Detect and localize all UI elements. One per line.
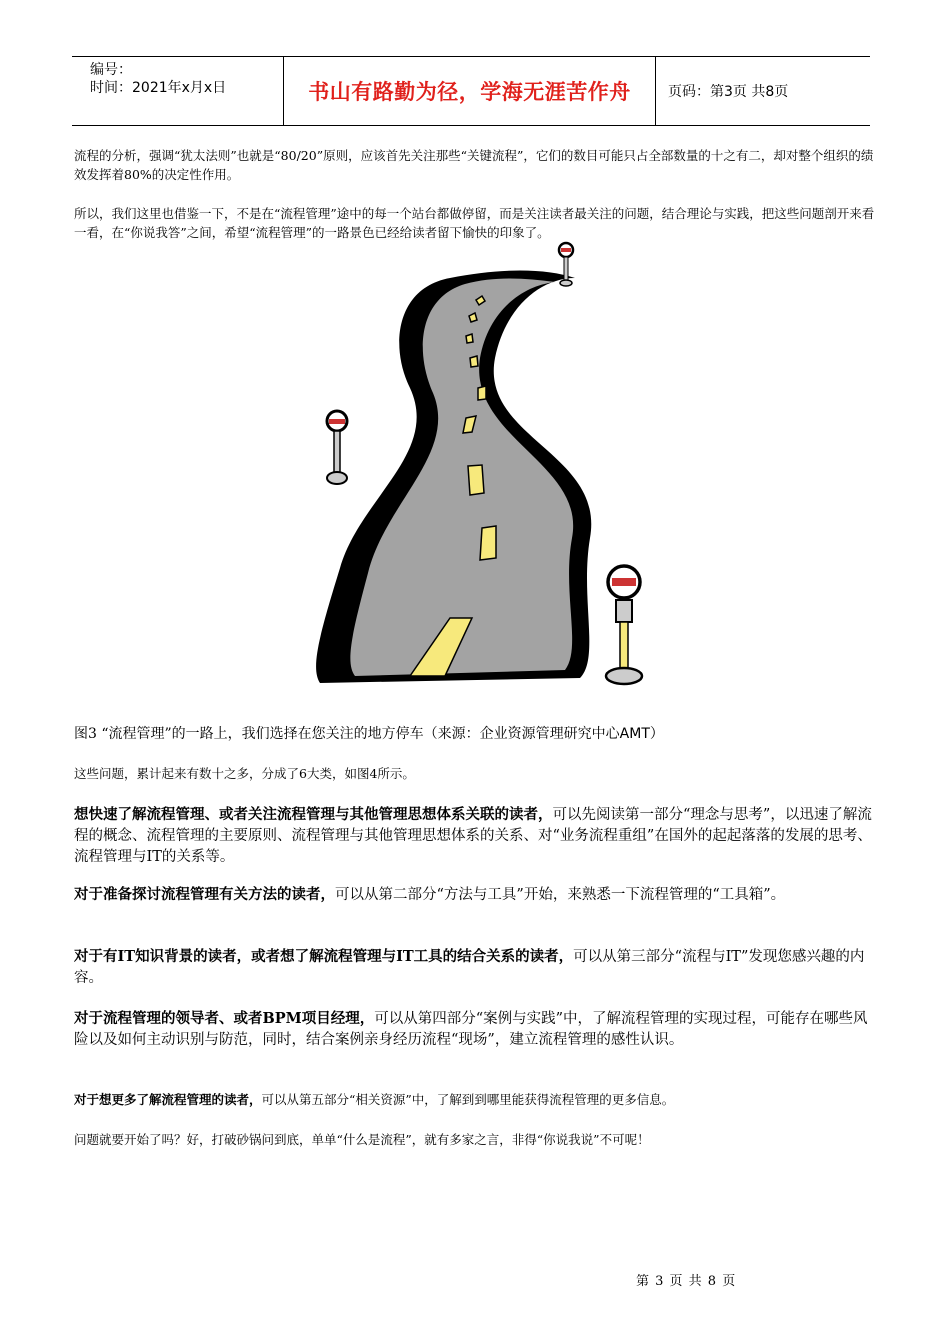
paragraph-6 xyxy=(74,946,880,989)
page-footer: 第 3 页 共 8 页 xyxy=(636,1274,737,1289)
paragraph-5 xyxy=(74,884,880,906)
paragraph-6-lead: 对于有IT知识背景的读者，或者想了解流程管理与IT工具的结合关系的读者， xyxy=(74,948,574,965)
paragraph-4 xyxy=(74,804,880,868)
figure-caption xyxy=(74,724,664,744)
paragraph-8-lead: 对于想更多了解流程管理的读者， xyxy=(74,1092,262,1107)
road-illustration xyxy=(300,238,660,698)
page-label: 页码：第3页 共8页 xyxy=(668,84,789,100)
parking-meter-right xyxy=(606,566,642,684)
paragraph-8-body: 可以从第五部分“相关资源”中，了解到到哪里能获得流程管理的更多信息。 xyxy=(261,1092,675,1107)
paragraph-4-lead: 想快速了解流程管理、或者关注流程管理与其他管理思想体系关联的读者， xyxy=(74,806,553,823)
paragraph-6-body: 可以从第三部分“流程与IT”发现您感兴趣的内容。 xyxy=(74,949,865,986)
number-label: 编号： xyxy=(90,62,132,78)
paragraph-7 xyxy=(74,1008,880,1051)
paragraph-5-lead: 对于准备探讨流程管理有关方法的读者， xyxy=(74,886,335,903)
paragraph-3: 这些问题，累计起来有数十之多，分成了6大类，如图4所示。 xyxy=(74,766,415,781)
caption-source: （来源：企业资源管理研究中心AMT） xyxy=(423,726,664,742)
paragraph-9: 问题就要开始了吗？好，打破砂锅问到底，单单“什么是流程”，就有多家之言，非得“你说我说”不可呢！ xyxy=(74,1132,650,1147)
paragraph-5-body: 可以从第二部分“方法与工具”开始，来熟悉一下流程管理的“工具箱”。 xyxy=(335,887,786,903)
paragraph-2: 所以，我们这里也借鉴一下，不是在“流程管理”途中的每一个站台都做停留，而是关注读者最关注的问题，结合理论与实践，把这些问题剖开来看一看，在“你说我答”之间，希望“流程管理”的一路景色已经给读者留下愉快的印象了。 xyxy=(74,206,875,240)
header-left-cell xyxy=(72,57,284,125)
paragraph-1: 流程的分析，强调“犹太法则”也就是“80/20”原则，应该首先关注那些“关键流程”，它们的数目可能只占全部数量的十之有二，却对整个组织的绩效发挥着80%的决定性作用。 xyxy=(74,148,874,182)
road-surface xyxy=(350,279,573,677)
time-label: 时间：2021年x月x日 xyxy=(90,80,227,96)
paragraph-4-body: 可以先阅读第一部分“理念与思考”，以迅速了解流程的概念、流程管理的主要原则、流程管理与其他管理思想体系的关系、对“业务流程重组”在国外的起起落落的发展的思考、流程管理与IT的关系等。 xyxy=(74,807,872,865)
paragraph-7-body: 可以从第四部分“案例与实践”中，了解流程管理的实现过程，可能存在哪些风险以及如何主动识别与防范，同时，结合案例亲身经历流程“现场”，建立流程管理的感性认识。 xyxy=(74,1011,868,1048)
header-table xyxy=(72,56,870,126)
paragraph-7-lead: 对于流程管理的领导者、或者BPM项目经理， xyxy=(74,1010,375,1027)
parking-meter-left xyxy=(327,411,347,484)
caption-main: 图3 “流程管理”的一路上，我们选择在您关注的地方停车 xyxy=(74,726,424,742)
motto: 书山有路勤为径，学海无涯苦作舟 xyxy=(284,57,656,125)
paragraph-8 xyxy=(74,1090,880,1109)
